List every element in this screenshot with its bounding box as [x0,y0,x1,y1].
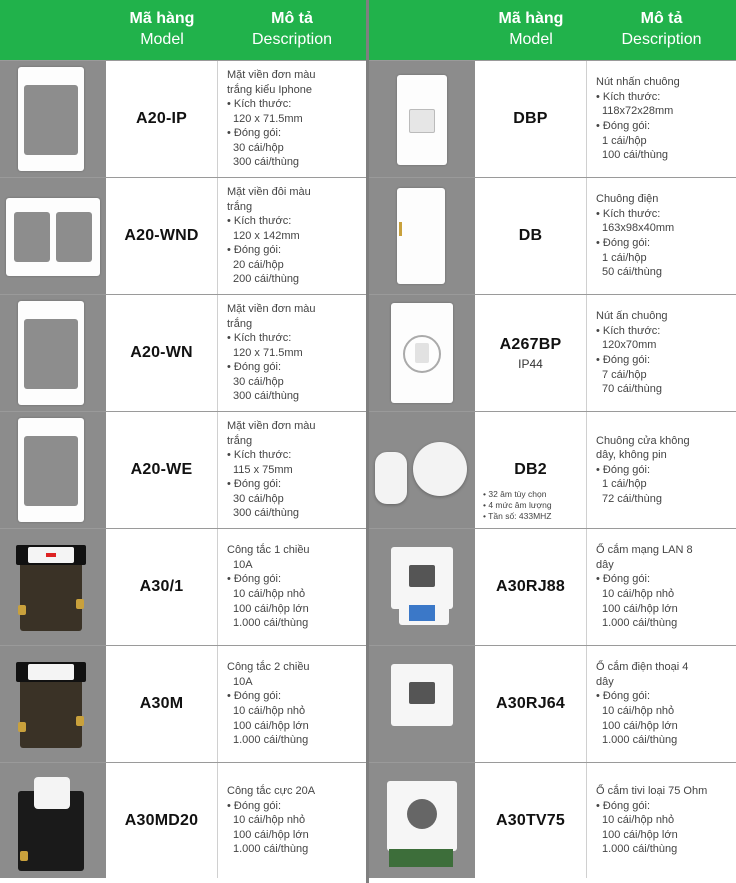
socket-body [387,781,457,851]
model-cell [475,178,587,294]
product-image [0,61,106,177]
description-line: • Đóng gói: [596,573,650,586]
header-model-vi: Mã hàng [129,10,195,27]
description-line: Nút nhấn chuông [596,76,680,89]
table-row [369,411,736,528]
terminal [18,605,26,615]
product-image [369,61,475,177]
description-line: trắng [227,317,253,330]
model-cell [106,295,218,411]
bell-contact [399,222,402,236]
terminal [76,599,84,609]
header-desc-vi: Mô tả [271,10,313,27]
description-line: 10A [233,675,253,688]
description-line: • Kích thước: [227,449,292,462]
table-header [0,0,366,60]
model-cell [475,61,587,177]
wire-guide [409,605,435,621]
description-cell [587,412,736,528]
push-button [415,343,429,363]
plate-opening [24,436,78,506]
description-line: • Kích thước: [596,90,661,103]
description-line: Mặt viền đôi màu [227,185,311,198]
description-line: 7 cái/hộp [602,368,647,381]
model-cell [475,412,587,528]
model-cell [106,529,218,645]
plate-shape [6,198,100,276]
product-image [0,646,106,762]
header-desc-en: Description [621,31,702,48]
description-line: 1 cái/hộp [602,478,647,491]
model-cell [106,178,218,294]
description-cell [218,646,366,762]
description-line: 200 cái/thùng [233,273,300,286]
description-line: trắng [227,200,253,213]
table-row [369,645,736,762]
model-code: A20-WND [124,227,199,244]
terminal [20,851,28,861]
feature-notes [483,489,552,522]
description-line: 1.000 cái/thùng [233,734,309,747]
model-cell [475,763,587,878]
description-line: • Đóng gói: [227,573,281,586]
description-line: 1.000 cái/thùng [602,734,678,747]
description-line: Chuông điện [596,193,659,206]
description-line: 30 cái/hộp [233,375,284,388]
feature-note: • Tần số: 433MHZ [483,511,552,521]
description-cell [587,295,736,411]
plate-shape [18,67,84,171]
model-subtitle: IP44 [518,356,543,371]
product-image [369,646,475,762]
feature-note: • 4 mức âm lượng [483,500,552,510]
jack-body [391,664,453,726]
description-cell [218,529,366,645]
description-cell [218,763,366,878]
description-cell [587,61,736,177]
model-code: DB [518,227,543,244]
coax-port [407,799,437,829]
product-image [369,529,475,645]
description-line: Công tắc 1 chiều [227,544,310,557]
jack-port [409,565,435,587]
description-line: • Đóng gói: [227,478,281,491]
feature-note: • 32 âm tùy chọn [483,489,547,499]
right-product-table [369,0,736,883]
model-code: DBP [513,110,548,127]
description-line: Công tắc cực 20A [227,785,316,798]
plate-shape [391,303,453,403]
product-image [0,763,106,878]
description-line: 100 cái/hộp lớn [602,719,678,732]
left-product-table [0,0,366,883]
plate-opening [14,212,50,262]
jack-body [391,547,453,609]
description-line: trắng [227,434,253,447]
description-cell [587,178,736,294]
description-line: • Đóng gói: [227,244,281,257]
product-image [369,178,475,294]
header-model-en: Model [509,31,553,48]
description-line: • Đóng gói: [227,361,281,374]
product-image [369,763,475,878]
description-line: 300 cái/thùng [233,156,300,169]
description-line: 10 cái/hộp nhỏ [233,705,306,717]
plate-shape [18,418,84,522]
header-desc-en: Description [251,31,333,48]
indicator-light [46,553,56,557]
table-header [369,0,736,60]
description-line: 20 cái/hộp [233,258,284,271]
header-model-vi: Mã hàng [498,10,564,27]
header-model-en: Model [140,31,184,48]
description-line: 30 cái/hộp [233,141,284,154]
product-image [0,412,106,528]
description-line: 1 cái/hộp [602,251,647,264]
description-line: Ổ cắm điện thoại 4 [596,661,689,674]
circuit-board [389,849,453,867]
description-line: 10 cái/hộp nhỏ [233,588,306,600]
description-cell [587,529,736,645]
description-line: 72 cái/thùng [602,492,662,505]
description-line: 100 cái/hộp lớn [233,719,309,732]
model-code: A20-WN [130,344,193,361]
description-line: 70 cái/thùng [602,383,662,396]
description-line: 300 cái/thùng [233,390,300,403]
description-line: 120 x 142mm [233,229,300,242]
description-line: 1.000 cái/thùng [602,843,678,856]
description-line: Chuông cửa không [596,434,690,447]
table-row [369,294,736,411]
description-line: Mặt viền đơn màu [227,68,316,81]
description-line: dây [596,675,614,688]
model-code: A30TV75 [496,811,565,829]
bell-housing [397,188,445,284]
table-row [369,762,736,878]
model-code: A30RJ64 [495,695,565,712]
description-line: trắng kiểu Iphone [227,83,313,96]
description-line: • Đóng gói: [596,354,650,366]
description-cell [218,178,366,294]
description-line: Công tắc 2 chiều [227,661,310,674]
description-line: 100 cái/hộp lớn [602,602,678,615]
header-desc-vi: Mô tả [640,10,683,27]
description-line: 163x98x40mm [602,222,675,235]
description-cell [218,61,366,177]
description-line: 300 cái/thùng [233,507,300,520]
terminal [76,716,84,726]
table-row [0,645,366,762]
product-image [369,412,475,528]
table-row [0,528,366,645]
description-line: 1.000 cái/thùng [233,843,309,856]
table-row [369,528,736,645]
description-line: 1.000 cái/thùng [602,617,678,630]
model-cell [475,529,587,645]
model-cell [106,646,218,762]
product-image [0,295,106,411]
plate-opening [24,85,78,155]
model-cell [475,646,587,762]
description-line: • Đóng gói: [596,237,650,249]
product-image [0,529,106,645]
product-image [0,178,106,294]
model-code: A30/1 [139,578,184,595]
description-line: Mặt viền đơn màu [227,302,316,315]
description-line: • Kích thước: [596,207,661,220]
model-code: A20-IP [136,110,187,127]
table-row [0,177,366,294]
description-line: dây, không pin [596,449,667,462]
receiver [413,442,467,496]
table-row [0,60,366,177]
plate-opening [24,319,78,389]
jack-port [409,682,435,704]
description-line: 1 cái/hộp [602,134,647,147]
description-line: dây [596,558,614,571]
description-line: • Kích thước: [227,98,292,111]
description-cell [587,763,736,878]
description-line: 100 cái/hộp lớn [602,828,678,841]
table-row [0,762,366,878]
table-row [0,294,366,411]
description-line: Ổ cắm tivi loại 75 Ohm [596,785,708,798]
description-line: • Đóng gói: [596,120,650,132]
model-code: A30MD20 [124,811,199,829]
description-line: 10 cái/hộp nhỏ [602,705,675,717]
push-button [409,109,435,133]
description-line: • Đóng gói: [227,690,281,703]
description-line: 120 x 71.5mm [233,112,303,125]
model-code: DB2 [514,461,547,478]
plate-opening [56,212,92,262]
description-line: 120x70mm [602,339,657,352]
switch-button [28,664,74,680]
model-code: A30M [139,695,184,712]
product-image [369,295,475,411]
button-housing [397,75,447,165]
description-line: 100 cái/thùng [602,149,669,162]
model-code: A30RJ88 [495,578,565,595]
model-cell [475,295,587,411]
description-line: 115 x 75mm [233,463,293,476]
model-cell [106,412,218,528]
description-cell [218,295,366,411]
table-row [0,411,366,528]
terminal [18,722,26,732]
description-line: Mặt viền đơn màu [227,419,316,432]
description-cell [587,646,736,762]
description-line: 120 x 71.5mm [233,346,303,359]
description-line: Ổ cắm mạng LAN 8 [596,544,693,557]
description-line: 50 cái/thùng [602,266,662,279]
description-line: • Đóng gói: [227,799,281,812]
description-line: • Kích thước: [227,332,292,345]
description-line: 10A [233,558,253,571]
model-code: A267BP [499,335,562,353]
table-row [369,60,736,177]
description-line: • Đóng gói: [596,463,650,476]
plate-shape [18,301,84,405]
description-line: 1.000 cái/thùng [233,617,309,630]
description-line: 10 cái/hộp nhỏ [602,814,675,827]
description-line: 118x72x28mm [602,105,674,118]
description-line: • Kích thước: [596,324,661,337]
description-line: • Đóng gói: [596,799,650,812]
model-cell [106,763,218,878]
description-line: • Đóng gói: [596,690,650,703]
description-line: 30 cái/hộp [233,492,284,505]
description-cell [218,412,366,528]
description-line: 100 cái/hộp lớn [233,602,309,615]
description-line: 100 cái/hộp lớn [233,828,309,841]
description-line: • Kích thước: [227,215,292,228]
description-line: 10 cái/hộp nhỏ [233,814,306,827]
description-line: • Đóng gói: [227,127,281,140]
model-code: A20-WE [130,461,193,478]
description-line: 10 cái/hộp nhỏ [602,588,675,600]
model-cell [106,61,218,177]
description-line: Nút ấn chuông [596,310,668,323]
table-row [369,177,736,294]
transmitter [375,452,407,504]
switch-button [34,777,70,809]
